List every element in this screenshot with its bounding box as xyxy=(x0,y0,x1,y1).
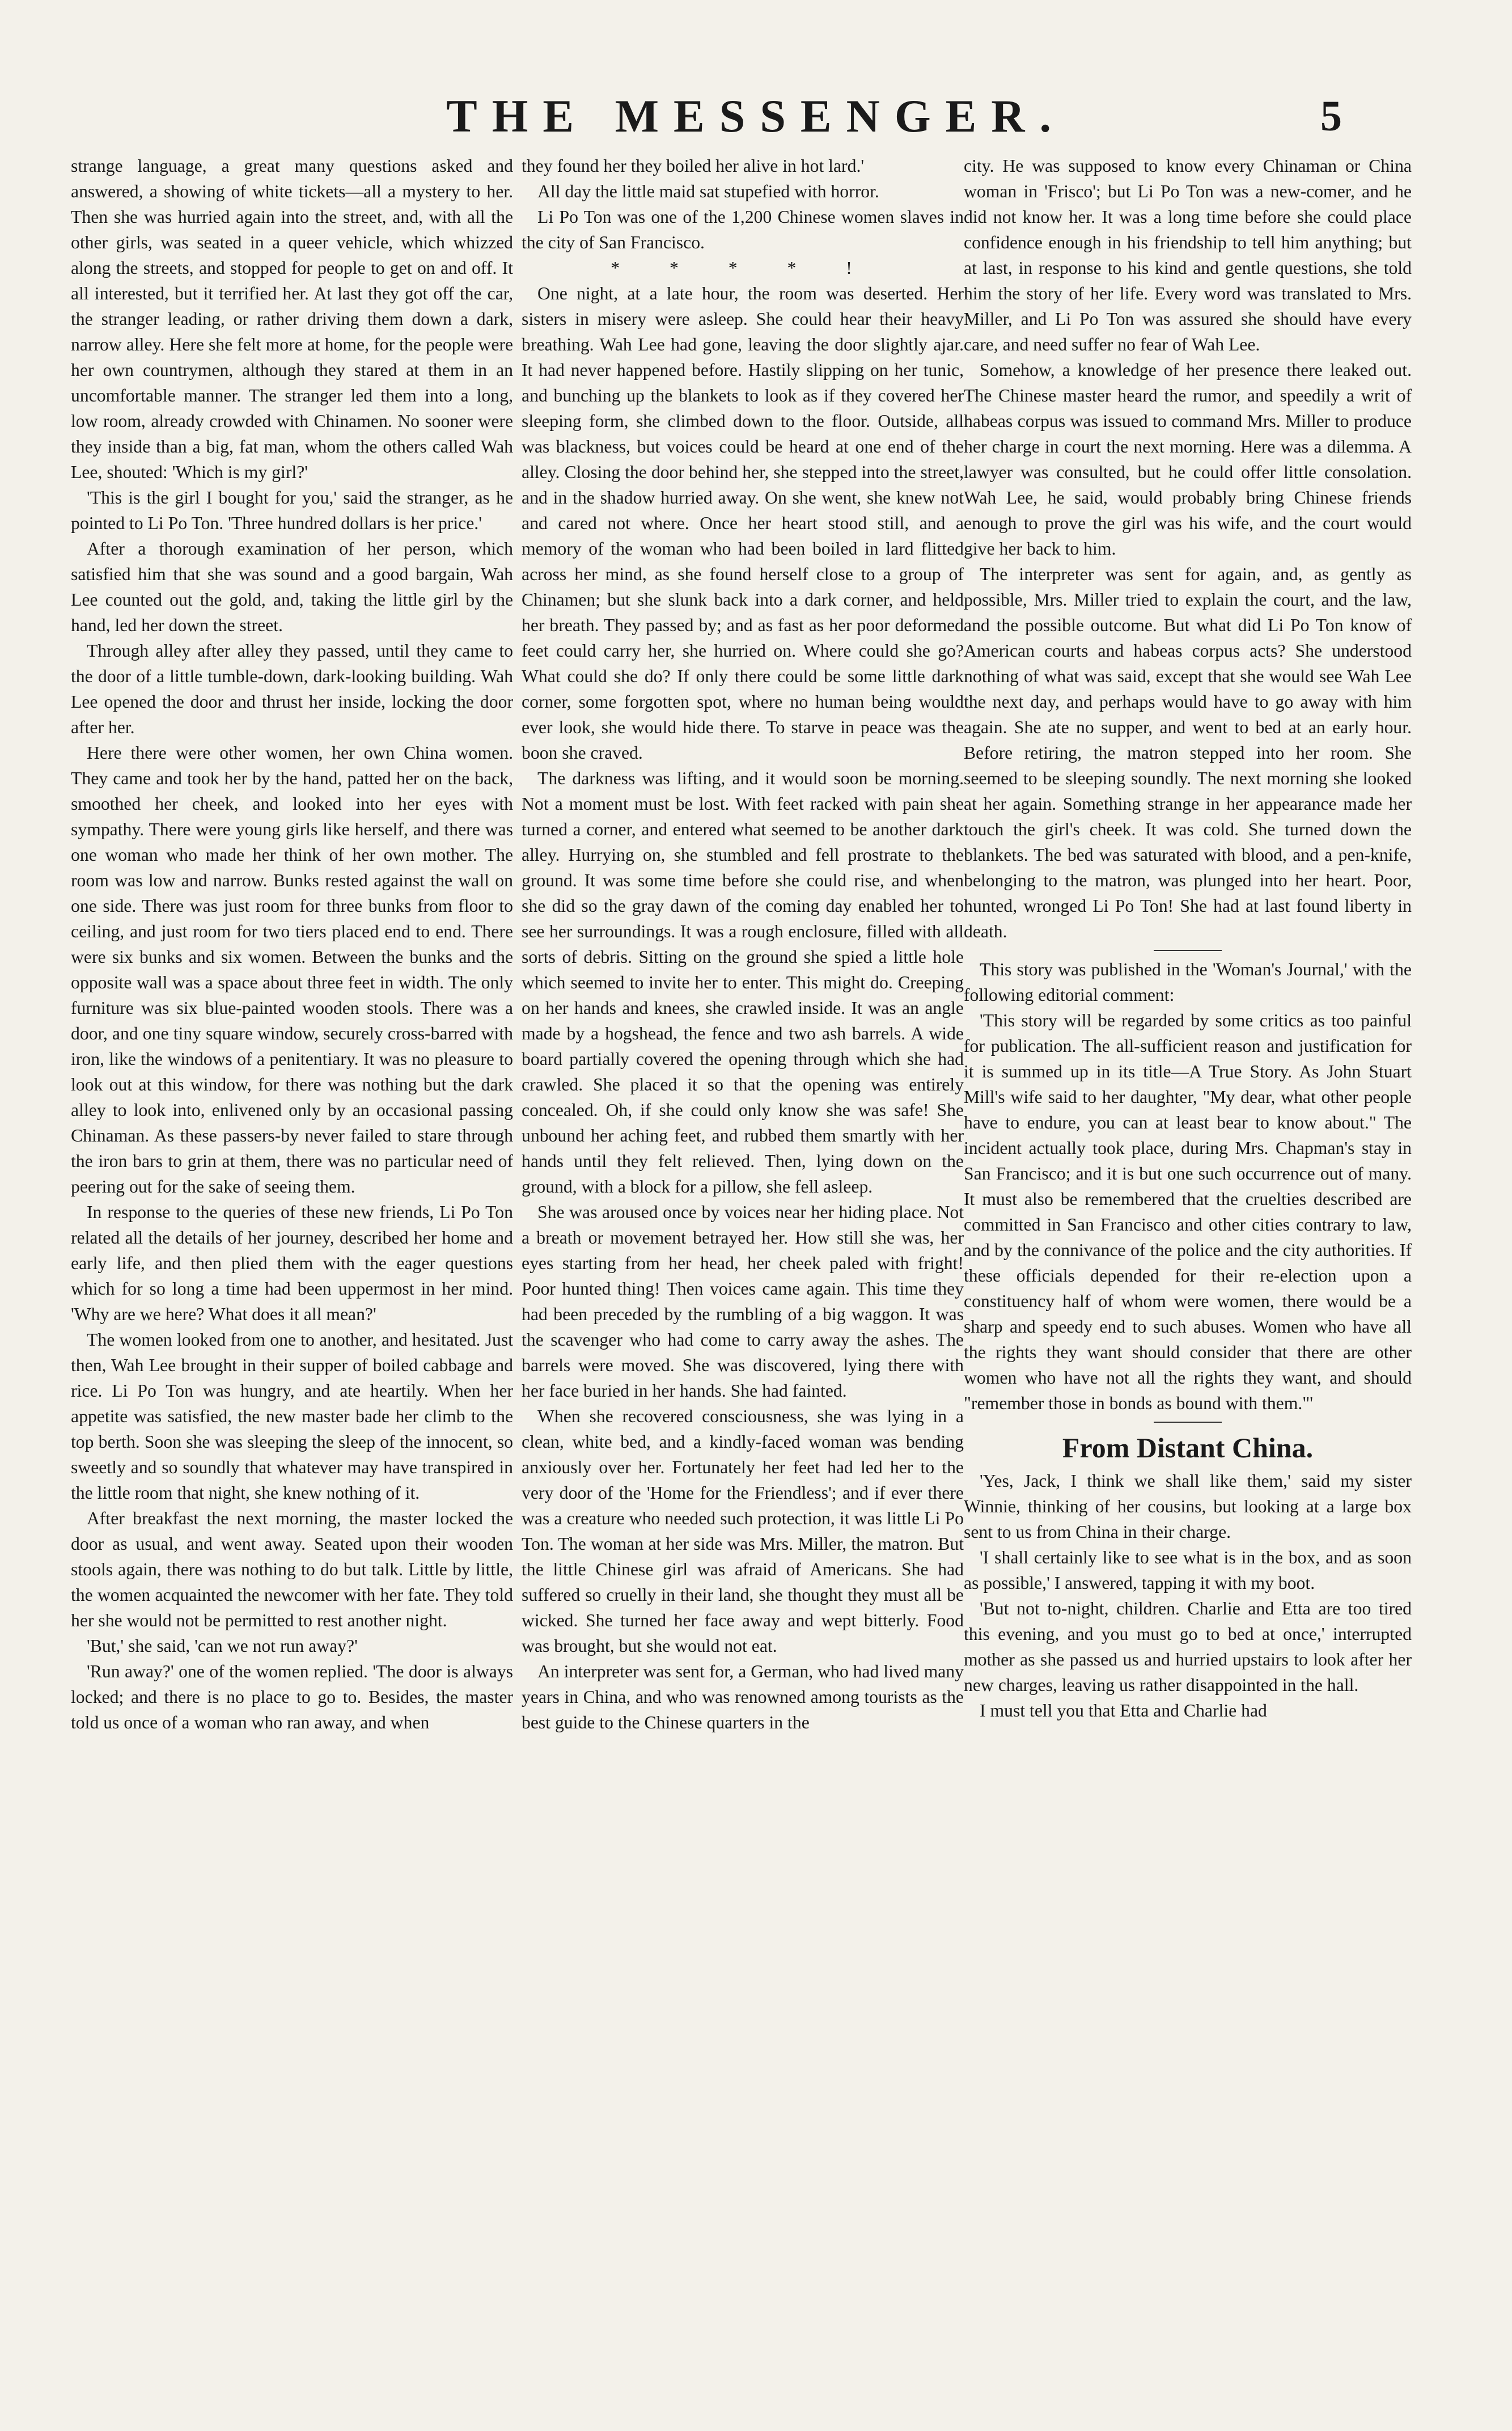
paragraph: After breakfast the next morning, the master locked the door as usual, and went away. Seated upon their wooden stools again, there was nothing to do but talk. Little by little, the women acquainted the newcomer with her fate. They told her she would not be permitted to rest another night. xyxy=(71,1508,513,1630)
paragraph: 'Run away?' one of the women replied. 'The door is always locked; and there is no place to go to. Besides, the master told us once of a woman who ran away, and when xyxy=(71,1661,513,1732)
column-1 xyxy=(71,153,513,2416)
paragraph: Somehow, a knowledge of her presence there leaked out. The Chinese master heard the rumor, and speedily a writ of habeas corpus was issued to command Mrs. Miller to produce her charge in court the next morning. Here was a dilemma. A lawyer was consulted, but he could offer little consolation. Wah Lee, he said, would probably bring Chinese friends enough to prove the girl was his wife, and the court would give her back to him. xyxy=(964,360,1412,559)
paragraph: 'But,' she said, 'can we not run away?' xyxy=(87,1636,358,1656)
paragraph: 'I shall certainly like to see what is in the box, and as soon as possible,' I answered, tapping it with my boot. xyxy=(964,1548,1412,1593)
paragraph: strange language, a great many questions asked and answered, a showing of white tickets—all a mystery to her. Then she was hurried again into the street, and, with all the other girls, was seated in a queer vehicle, which whizzed along the streets, and stopped for people to get on and off. It all interested, but it terrified her. At last they got off the car, the stranger leading, or rather driving them down a dark, narrow alley. Here she felt more at home, for the people were her own countrymen, although they stared at them in an uncomfortable manner. The stranger led them into a long, low room, already crowded with Chinamen. No sooner were they inside than a big, fat man, whom the others called Wah Lee, shouted: 'Which is my girl?' xyxy=(71,156,513,482)
paragraph: they found her they boiled her alive in hot lard.' xyxy=(522,156,865,176)
paragraph: An interpreter was sent for, a German, who had lived many years in China, and who was renowned among tourists as the best guide to the Chinese quarters in the xyxy=(522,1661,964,1732)
divider xyxy=(1154,950,1222,951)
paragraph: Li Po Ton was one of the 1,200 Chinese women slaves in the city of San Francisco. xyxy=(522,207,964,252)
column-2 xyxy=(522,153,964,2416)
paragraph: The interpreter was sent for again, and, as gently as possible, Mrs. Miller tried to explain the court, and the law, and the possible outcome. But what did Li Po Ton know of American courts and habeas corpus acts? She understood nothing of what was said, except that she would see Wah Lee the next day, and perhaps would have to go away with him again. She ate no supper, and went to bed at an early hour. Before retiring, the matron stepped into her room. She seemed to be sleeping soundly. The next morning she looked at her again. Something strange in her appearance made her touch the girl's cheek. It was cold. She turned down the blankets. The bed was saturated with blood, and a pen-knife, belonging to the matron, was plunged into her heart. Poor, hunted, wronged Li Po Ton! She had at last found liberty in death. xyxy=(964,564,1412,941)
paragraph: 'But not to-night, children. Charlie and Etta are too tired this evening, and you must go to bed at once,' interrupted mother as she passed us and hurried upstairs to look after her new charges, leaving us rather disappointed in the hall. xyxy=(964,1599,1412,1695)
paragraph: This story was published in the 'Woman's Journal,' with the following editorial comment: xyxy=(964,959,1412,1005)
paragraph: The darkness was lifting, and it would soon be morning. Not a moment must be lost. With feet racked with pain she turned a corner, and entered what seemed to be another dark alley. Hurrying on, she stumbled and fell prostrate to the ground. It was some time before she could rise, and when she did so the gray dawn of the coming day enabled her to see her surroundings. It was a rough enclosure, filled with all sorts of debris. Sitting on the ground she spied a little hole which seemed to invite her to enter. This might do. Creeping on her hands and knees, she crawled inside. It was an angle made by a hogshead, the fence and two ash barrels. A wide board partially covered the opening through which she had crawled. She placed it so that the opening was entirely concealed. Oh, if she could only know she was safe! She unbound her aching feet, and rubbed them smartly with her hands until they felt relieved. Then, lying down on the ground, with a block for a pillow, she fell asleep. xyxy=(522,768,964,1197)
paragraph: Through alley after alley they passed, until they came to the door of a little tumble-down, dark-looking building. Wah Lee opened the door and thrust her inside, locking the door after her. xyxy=(71,641,513,737)
paragraph: One night, at a late hour, the room was deserted. Her sisters in misery were asleep. She could hear their heavy breathing. Wah Lee had gone, leaving the door slightly ajar. It had never happened before. Hastily slipping on her tunic, and bunching up the blankets to look as if they covered her sleeping form, she climbed down to the floor. Outside, all was blackness, but voices could be heard at one end of the alley. Closing the door behind her, she stepped into the street, and in the shadow hurried away. On she went, she knew not and cared not where. Once her heart stood still, and a memory of the woman who had been boiled in lard flitted across her mind, as she found herself close to a group of Chinamen; but she slunk back into a dark corner, and held her breath. They passed by; and as fast as her poor deformed feet could carry her, she hurried on. Where could she go? What could she do? If only there could be some little dark corner, some forgotten spot, where no human being would ever look, she would hide there. To starve in peace was the boon she craved. xyxy=(522,284,964,763)
column-3 xyxy=(964,153,1412,2416)
paragraph: 'This story will be regarded by some critics as too painful for publication. The all-sufficient reason and justification for it is summed up in its title—A True Story. As John Stuart Mill's wife said to her daughter, "My dear, what other people have to endure, you can at least bear to know about." The incident actually took place, during Mrs. Chapman's stay in San Francisco; and it is but one such occurrence out of many. It must also be remembered that the cruelties described are committed in San Francisco and other cities contrary to law, and by the connivance of the police and the city authorities. If these officials depended for their re-election upon a constituency half of whom were women, there would be a sharp and speedy end to such abuses. Women who have all the rights they want should consider that there are other women who have not all the rights they want, and should "remember those in bonds as bound with them."' xyxy=(964,1011,1412,1413)
divider xyxy=(1154,1422,1222,1423)
section-break-stars: * * * * ! xyxy=(611,258,875,278)
article-heading: From Distant China. xyxy=(1062,1432,1314,1464)
masthead-title: THE MESSENGER. xyxy=(446,90,1066,142)
paragraph: The women looked from one to another, and hesitated. Just then, Wah Lee brought in their supper of boiled cabbage and rice. Li Po Ton was hungry, and ate heartily. When her appetite was satisfied, the new master bade her climb to the top berth. Soon she was sleeping the sleep of the innocent, so sweetly and so soundly that whatever may have transpired in the little room that night, she knew nothing of it. xyxy=(71,1330,513,1503)
paragraph: 'Yes, Jack, I think we shall like them,' said my sister Winnie, thinking of her cousins, but looking at a large box sent to us from China in their charge. xyxy=(964,1471,1412,1542)
paragraph: I must tell you that Etta and Charlie had xyxy=(980,1701,1267,1720)
paragraph: When she recovered consciousness, she was lying in a clean, white bed, and a kindly-faced woman was bending anxiously over her. Fortunately her feet had led her to the very door of the 'Home for the Friendless'; and if ever there was a creature who needed such protection, it was little Li Po Ton. The woman at her side was Mrs. Miller, the matron. But the little Chinese girl was afraid of Americans. She had suffered so cruelly in their land, she thought they must all be wicked. She turned her face away and wept bitterly. Food was brought, but she would not eat. xyxy=(522,1406,964,1656)
paragraph: Here there were other women, her own China women. They came and took her by the hand, patted her on the back, smoothed her cheek, and looked into her eyes with sympathy. There were young girls like herself, and there was one woman who made her think of her own mother. The room was low and narrow. Bunks rested against the wall on one side. There was just room for three bunks from floor to ceiling, and just room for two tiers placed end to end. There were six bunks and six women. Between the bunks and the opposite wall was a space about three feet in width. The only furniture was six blue-painted wooden stools. There was a door, and one tiny square window, securely cross-barred with iron, like the windows of a penitentiary. It was no pleasure to look out at this window, for there was nothing but the dark alley to look into, enlivened only by an occasional passing Chinaman. As these passers-by never failed to stare through the iron bars to grin at them, there was no particular need of peering out for the sake of seeing them. xyxy=(71,743,513,1197)
paragraph: city. He was supposed to know every Chinaman or China woman in 'Frisco'; but Li Po Ton was a new-comer, and he did not know her. It was a long time before she could place confidence enough in his friendship to tell him anything; but at last, in response to his kind and gentle questions, she told him the story of her life. Every word was translated to Mrs. Miller, and Li Po Ton was assured she should have every care, and need suffer no fear of Wah Lee. xyxy=(964,156,1412,354)
paragraph: After a thorough examination of her person, which satisfied him that she was sound and a good bargain, Wah Lee counted out the gold, and, taking the little girl by the hand, led her down the street. xyxy=(71,539,513,635)
page-number: 5 xyxy=(1320,92,1342,140)
masthead xyxy=(0,85,1512,147)
paragraph: She was aroused once by voices near her hiding place. Not a breath or movement betrayed her. How still she was, her eyes starting from her head, her cheek paled with fright! Poor hunted thing! Then voices came again. This time they had been preceded by the rumbling of a big waggon. It was the scavenger who had come to carry away the ashes. The barrels were moved. She was discovered, lying there with her face buried in her hands. She had fainted. xyxy=(522,1202,964,1401)
paragraph: All day the little maid sat stupefied with horror. xyxy=(537,181,879,201)
paragraph: In response to the queries of these new friends, Li Po Ton related all the details of her journey, described her home and early life, and then plied them with the eager questions which for so long a time had been uppermost in her mind. 'Why are we here? What does it all mean?' xyxy=(71,1202,513,1324)
paragraph: 'This is the girl I bought for you,' said the stranger, as he pointed to Li Po Ton. 'Three hundred dollars is her price.' xyxy=(71,488,513,533)
